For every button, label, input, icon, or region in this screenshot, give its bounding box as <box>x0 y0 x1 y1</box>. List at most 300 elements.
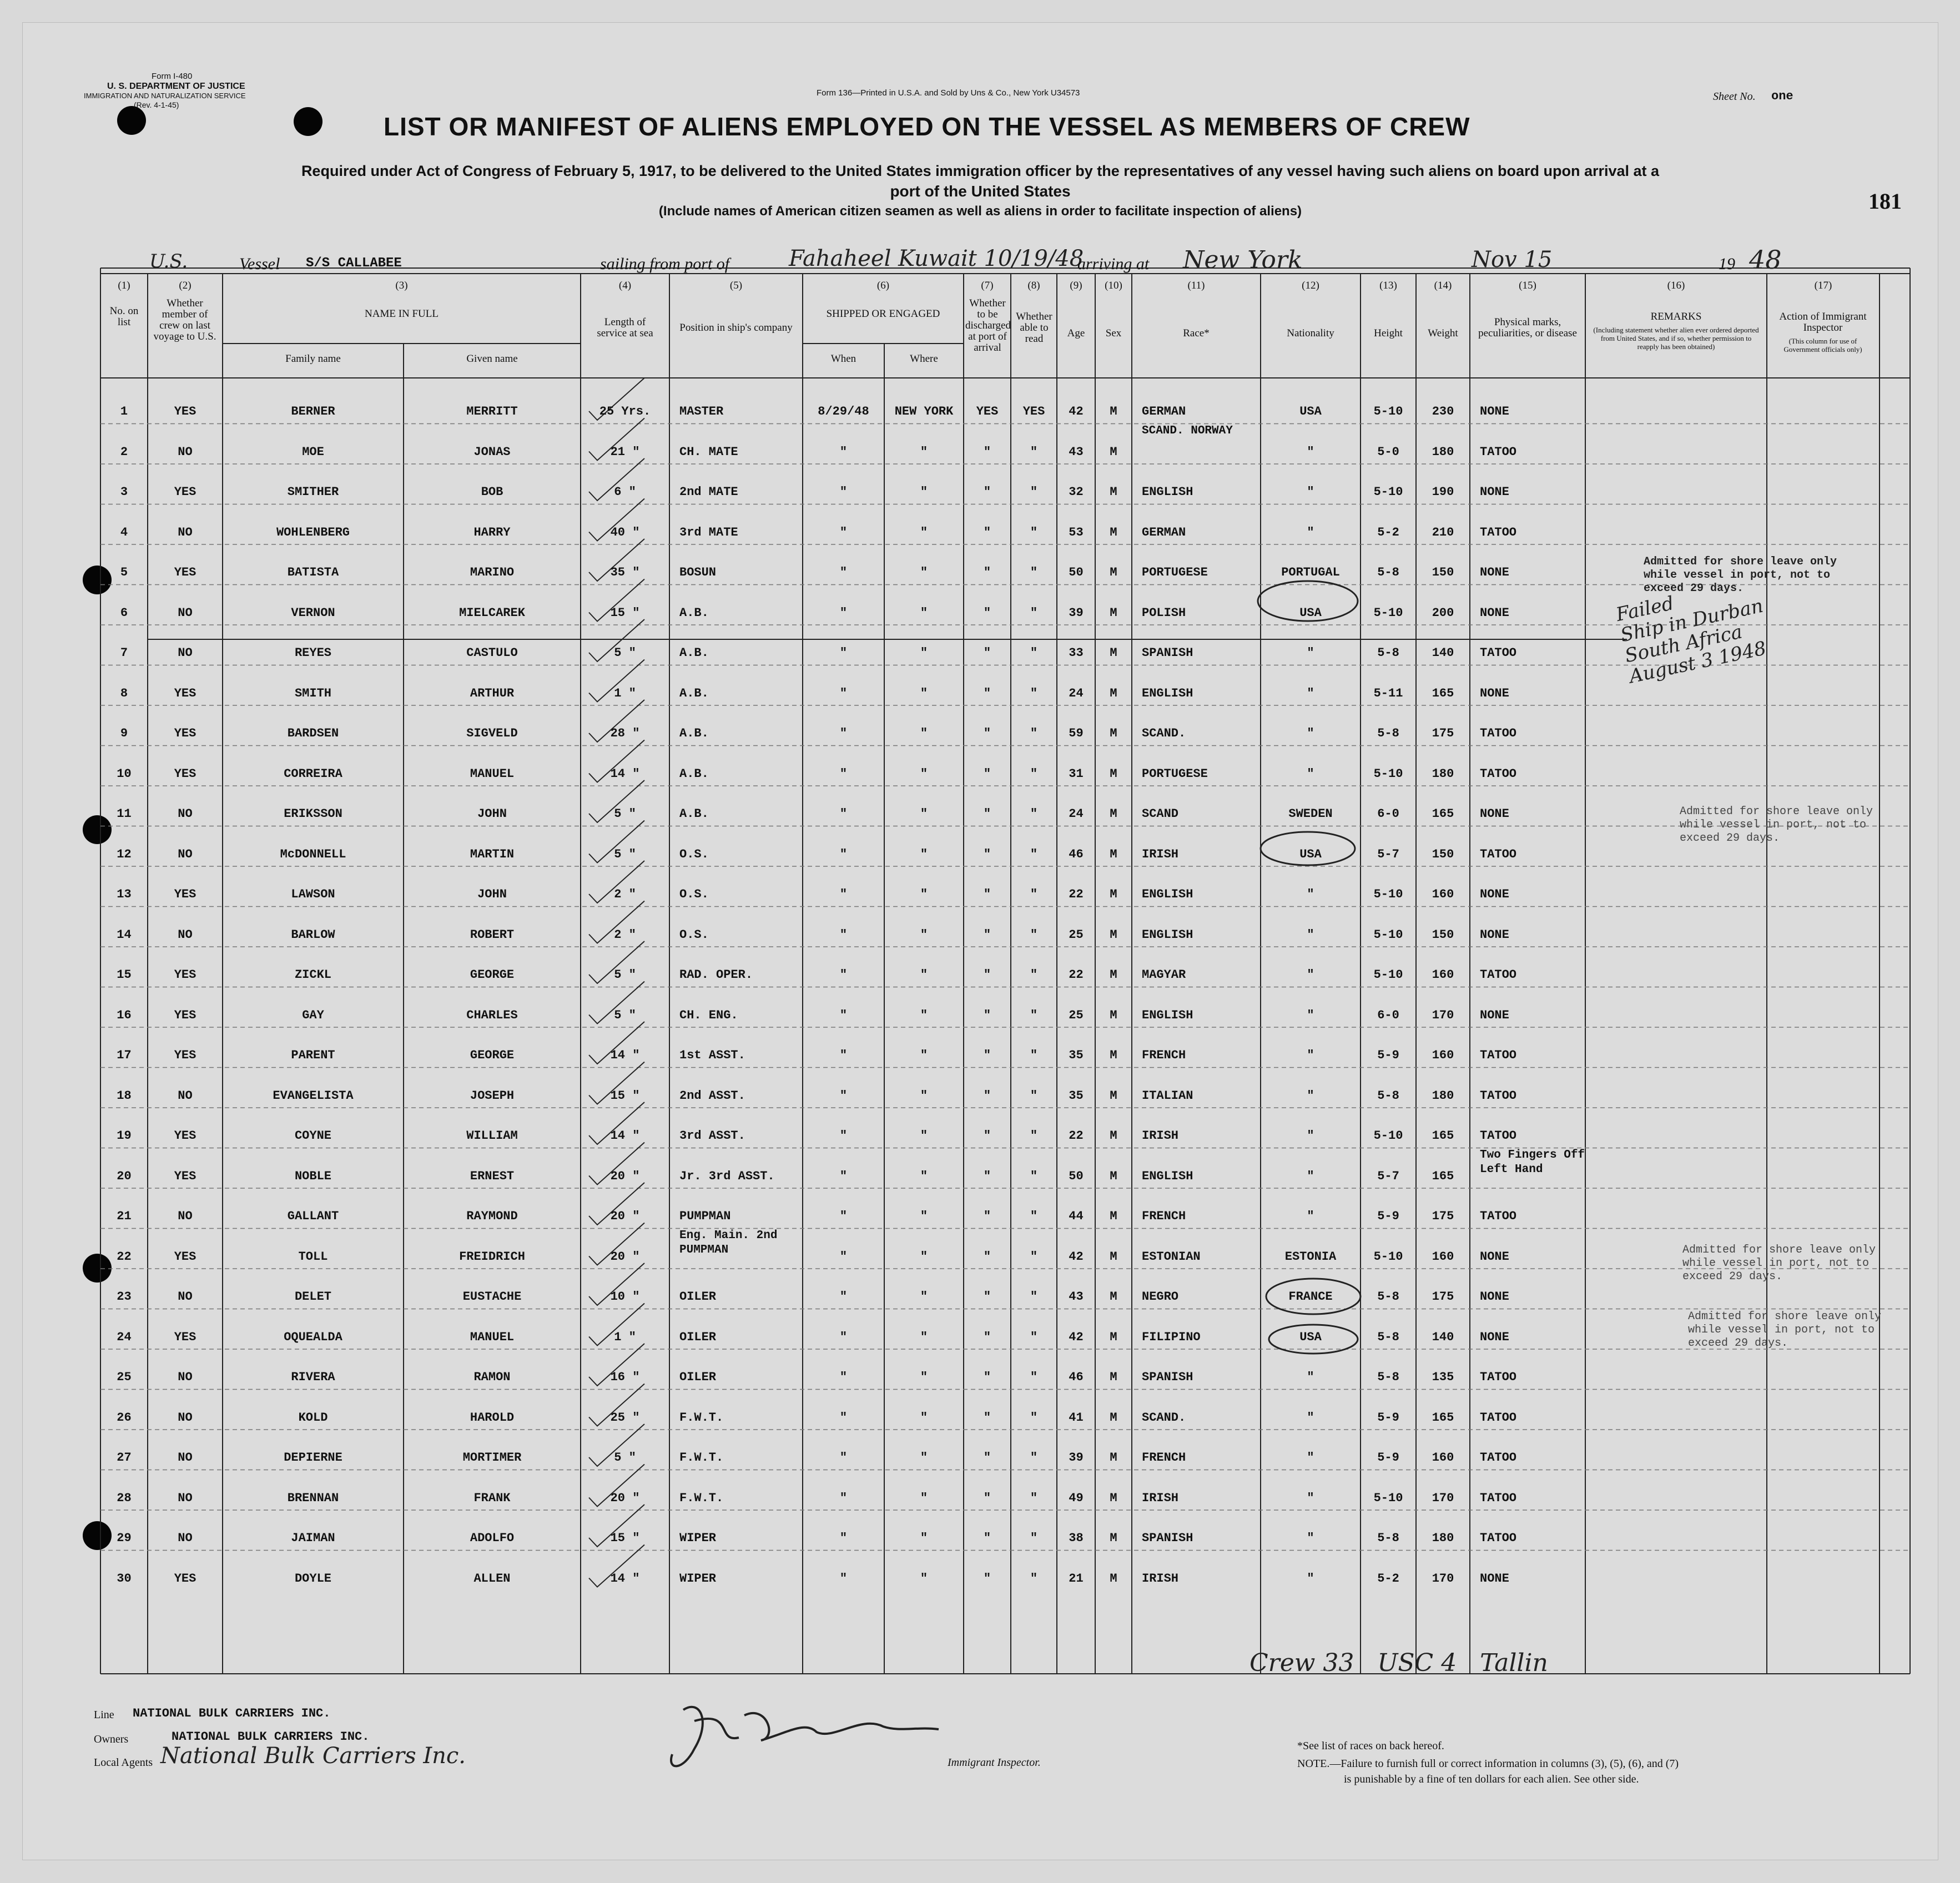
col-num-5: (5) <box>729 280 743 291</box>
col-num-12: (12) <box>1302 280 1319 291</box>
inspector-label: Immigrant Inspector. <box>948 1756 1041 1769</box>
footer-note-2: is punishable by a fine of ten dollars for each alien. See other side. <box>1344 1773 1639 1785</box>
table-row <box>23 424 1910 465</box>
cell-given-name: JOSEPH <box>470 1088 515 1103</box>
cell-weight: 175 <box>1432 1290 1454 1304</box>
cell-age: 39 <box>1069 1451 1084 1465</box>
cell-nationality: " <box>1307 1169 1314 1183</box>
cell-physical-marks: NONE <box>1480 887 1509 901</box>
cell-race: SCAND <box>1142 807 1179 821</box>
cell-service-length: 5 " <box>614 968 636 982</box>
cell-family-name: BRENNAN <box>287 1491 339 1505</box>
cell-row-number: 30 <box>117 1571 132 1586</box>
cell-age: 42 <box>1069 1249 1084 1264</box>
cell-nationality: SWEDEN <box>1288 807 1333 821</box>
cell-discharged-flag: " <box>983 968 991 982</box>
cell-discharged-flag: " <box>983 927 991 942</box>
cell-read-flag: " <box>1030 1209 1038 1223</box>
header-shipped-engaged: SHIPPED OR ENGAGED <box>826 308 940 320</box>
cell-service-length: 20 " <box>610 1209 640 1223</box>
cell-shipped-when: " <box>839 686 848 700</box>
cell-given-name: MANUEL <box>470 1330 515 1344</box>
cell-discharged-flag: " <box>983 807 991 821</box>
cell-shipped-when: " <box>839 1370 848 1384</box>
cell-shipped-when: " <box>839 525 848 539</box>
cell-member-flag: YES <box>174 1571 196 1586</box>
cell-nationality: " <box>1307 1129 1314 1143</box>
cell-sex: M <box>1110 726 1117 740</box>
cell-weight: 170 <box>1432 1008 1454 1022</box>
cell-race: PORTUGESE <box>1142 766 1208 781</box>
header-action-note: (This column for use of Government officials only) <box>1783 337 1862 354</box>
cell-read-flag: " <box>1030 1290 1038 1304</box>
cell-shipped-where: " <box>920 566 928 579</box>
cell-nationality: " <box>1307 1008 1314 1022</box>
cell-weight: 140 <box>1432 1330 1454 1344</box>
cell-race: FRENCH <box>1142 1451 1186 1465</box>
cell-member-flag: NO <box>178 525 193 539</box>
cell-discharged-flag: " <box>983 605 991 620</box>
cell-age: 50 <box>1069 566 1084 579</box>
cell-height: 5-8 <box>1377 1370 1399 1384</box>
cell-nationality: " <box>1307 1571 1314 1586</box>
cell-physical-marks: TATOO <box>1480 1491 1517 1505</box>
cell-sex: M <box>1110 1531 1117 1545</box>
cell-row-number: 1 <box>120 405 128 418</box>
cell-nationality: " <box>1307 1451 1314 1465</box>
cell-sex: M <box>1110 525 1117 539</box>
cell-family-name: DOYLE <box>294 1571 331 1586</box>
cell-row-number: 29 <box>117 1531 132 1545</box>
cell-member-flag: YES <box>174 968 196 982</box>
cell-service-length: 21 " <box>610 445 640 459</box>
cell-shipped-where: " <box>920 1571 928 1586</box>
cell-family-name: McDONNELL <box>280 847 346 861</box>
table-row <box>23 1188 1910 1229</box>
cell-weight: 210 <box>1432 525 1454 539</box>
cell-read-flag: " <box>1030 1008 1038 1022</box>
cell-weight: 160 <box>1432 887 1454 901</box>
cell-given-name: SIGVELD <box>466 726 518 740</box>
remarks-stamp: Admitted for shore leave only while vessel in port, not to exceed 29 days. <box>1688 1310 1882 1350</box>
cell-row-number: 15 <box>117 968 132 982</box>
cell-family-name: ERIKSSON <box>284 807 342 821</box>
col-num-11: (11) <box>1187 280 1205 291</box>
cell-height: 5-8 <box>1377 726 1399 740</box>
cell-read-flag: " <box>1030 1451 1038 1465</box>
cell-read-flag: " <box>1030 525 1038 539</box>
cell-read-flag: " <box>1030 1370 1038 1384</box>
cell-position: A.B. <box>679 605 709 620</box>
sailing-label: sailing from port of <box>600 255 730 273</box>
header-family-name: Family name <box>285 353 341 365</box>
cell-service-length: 28 " <box>610 726 640 740</box>
cell-sex: M <box>1110 927 1117 942</box>
cell-read-flag: " <box>1030 605 1038 620</box>
header-nationality: Nationality <box>1287 327 1334 339</box>
cell-nationality: " <box>1307 686 1314 700</box>
cell-discharged-flag: " <box>983 726 991 740</box>
cell-weight: 165 <box>1432 807 1454 821</box>
cell-position: 3rd MATE <box>679 525 738 539</box>
cell-age: 25 <box>1069 1008 1084 1022</box>
cell-shipped-where: " <box>920 646 928 660</box>
cell-family-name: SMITH <box>294 686 331 700</box>
cell-given-name: ADOLFO <box>470 1531 515 1545</box>
header-given-name: Given name <box>466 353 518 365</box>
cell-age: 24 <box>1069 807 1084 821</box>
cell-service-length: 15 " <box>610 1088 640 1103</box>
cell-physical-marks: Two Fingers Off Left Hand <box>1480 1148 1585 1176</box>
cell-weight: 230 <box>1432 405 1454 418</box>
cell-given-name: EUSTACHE <box>462 1290 522 1304</box>
cell-service-length: 20 " <box>610 1491 640 1505</box>
cell-discharged-flag: " <box>983 646 991 660</box>
cell-physical-marks: TATOO <box>1480 1088 1517 1103</box>
cell-row-number: 5 <box>120 566 128 579</box>
cell-race: ENGLISH <box>1142 1008 1193 1022</box>
cell-physical-marks: TATOO <box>1480 1048 1517 1062</box>
cell-nationality: ESTONIA <box>1284 1249 1337 1264</box>
cell-race: SPANISH <box>1142 1531 1193 1545</box>
cell-shipped-when: " <box>839 887 848 901</box>
cell-read-flag: " <box>1030 1491 1038 1505</box>
cell-physical-marks: NONE <box>1480 1290 1509 1304</box>
cell-weight: 180 <box>1432 766 1454 781</box>
cell-service-length: 14 " <box>610 1571 640 1586</box>
cell-shipped-when: " <box>839 646 848 660</box>
cell-service-length: 5 " <box>614 646 636 660</box>
cell-weight: 150 <box>1432 566 1454 579</box>
cell-height: 5-10 <box>1373 1249 1403 1264</box>
col-num-15: (15) <box>1519 280 1536 291</box>
cell-row-number: 18 <box>117 1088 132 1103</box>
cell-race: MAGYAR <box>1142 968 1186 982</box>
cell-member-flag: NO <box>178 1491 193 1505</box>
cell-shipped-where: " <box>920 1410 928 1425</box>
header-remarks: REMARKS <box>1650 311 1702 322</box>
cell-sex: M <box>1110 847 1117 861</box>
cell-position: CH. MATE <box>679 445 738 459</box>
cell-position: 2nd MATE <box>679 485 738 499</box>
cell-sex: M <box>1110 1290 1117 1304</box>
cell-height: 5-10 <box>1373 927 1403 942</box>
cell-read-flag: " <box>1030 1531 1038 1545</box>
cell-family-name: RIVERA <box>291 1370 335 1384</box>
cell-sex: M <box>1110 1451 1117 1465</box>
cell-physical-marks: NONE <box>1480 1571 1509 1586</box>
cell-age: 24 <box>1069 686 1084 700</box>
cell-age: 31 <box>1069 766 1084 781</box>
cell-position: RAD. OPER. <box>679 968 753 982</box>
cell-age: 59 <box>1069 726 1084 740</box>
subtitle-port: port of the United States <box>890 183 1071 200</box>
cell-shipped-when: " <box>839 605 848 620</box>
cell-shipped-where: " <box>920 1290 928 1304</box>
cell-position: 2nd ASST. <box>679 1088 745 1103</box>
cell-position: MASTER <box>679 405 724 418</box>
cell-discharged-flag: " <box>983 887 991 901</box>
cell-weight: 170 <box>1432 1491 1454 1505</box>
cell-shipped-when: " <box>839 1451 848 1465</box>
cell-weight: 180 <box>1432 1531 1454 1545</box>
table-row <box>23 464 1910 504</box>
cell-discharged-flag: " <box>983 485 991 499</box>
cell-weight: 150 <box>1432 927 1454 942</box>
cell-family-name: TOLL <box>298 1249 328 1264</box>
cell-shipped-where: " <box>920 766 928 781</box>
cell-discharged-flag: " <box>983 1088 991 1103</box>
cell-family-name: BARLOW <box>291 927 335 942</box>
cell-given-name: RAMON <box>473 1370 511 1384</box>
cell-given-name: FRANK <box>473 1491 511 1505</box>
cell-weight: 140 <box>1432 646 1454 660</box>
table-row <box>23 746 1910 786</box>
footer-note-1: NOTE.—Failure to furnish full or correct information in columns (3), (5), (6), and (7) <box>1297 1758 1679 1770</box>
cell-member-flag: NO <box>178 807 193 821</box>
cell-shipped-where: " <box>920 1209 928 1223</box>
cell-height: 5-11 <box>1373 686 1403 700</box>
cell-sex: M <box>1110 1571 1117 1586</box>
table-row <box>23 1027 1910 1068</box>
cell-age: 22 <box>1069 968 1084 982</box>
cell-height: 5-9 <box>1377 1410 1399 1425</box>
cell-read-flag: " <box>1030 1129 1038 1143</box>
cell-member-flag: YES <box>174 726 196 740</box>
cell-service-length: 1 " <box>614 1330 636 1344</box>
cell-family-name: NOBLE <box>294 1169 331 1183</box>
cell-service-length: 5 " <box>614 807 636 821</box>
cell-weight: 165 <box>1432 1129 1454 1143</box>
cell-given-name: HAROLD <box>470 1410 515 1425</box>
cell-sex: M <box>1110 405 1117 418</box>
cell-read-flag: " <box>1030 1088 1038 1103</box>
cell-member-flag: YES <box>174 1048 196 1062</box>
cell-service-length: 5 " <box>614 847 636 861</box>
header-remarks-note: (Including statement whether alien ever ordered deported from United States, and if so, whether permission to reapply has been obtained) <box>1593 326 1759 351</box>
cell-discharged-flag: " <box>983 1048 991 1062</box>
cell-height: 5-8 <box>1377 1531 1399 1545</box>
cell-shipped-where: " <box>920 1491 928 1505</box>
cell-row-number: 23 <box>117 1290 132 1304</box>
cell-row-number: 9 <box>120 726 128 740</box>
cell-race: IRISH <box>1142 1129 1179 1143</box>
cell-family-name: LAWSON <box>291 887 335 901</box>
cell-discharged-flag: " <box>983 1491 991 1505</box>
arriving-label: arriving at <box>1077 255 1150 273</box>
cell-race: SPANISH <box>1142 646 1193 660</box>
cell-race: ENGLISH <box>1142 686 1193 700</box>
cell-discharged-flag: " <box>983 1209 991 1223</box>
cell-age: 41 <box>1069 1410 1084 1425</box>
cell-position: 3rd ASST. <box>679 1129 745 1143</box>
cell-shipped-when: " <box>839 1209 848 1223</box>
cell-physical-marks: NONE <box>1480 405 1509 418</box>
cell-service-length: 25 Yrs. <box>599 405 651 418</box>
cell-member-flag: NO <box>178 445 193 459</box>
cell-row-number: 25 <box>117 1370 132 1384</box>
cell-physical-marks: TATOO <box>1480 445 1517 459</box>
table-row <box>23 1068 1910 1108</box>
col-num-4: (4) <box>618 280 632 291</box>
cell-weight: 175 <box>1432 726 1454 740</box>
cell-discharged-flag: " <box>983 566 991 579</box>
cell-physical-marks: NONE <box>1480 1008 1509 1022</box>
cell-nationality: USA <box>1299 847 1322 861</box>
cell-height: 5-10 <box>1373 887 1403 901</box>
cell-physical-marks: NONE <box>1480 1330 1509 1344</box>
cell-discharged-flag: " <box>983 1531 991 1545</box>
cell-age: 50 <box>1069 1169 1084 1183</box>
from-port: Fahaheel Kuwait 10/19/48 <box>789 246 1084 271</box>
printer-line: Form 136—Printed in U.S.A. and Sold by Uns & Co., New York U34573 <box>817 88 1080 98</box>
cell-sex: M <box>1110 1370 1117 1384</box>
cell-family-name: OQUEALDA <box>284 1330 342 1344</box>
cell-position: Eng. Main. 2nd PUMPMAN <box>679 1229 778 1256</box>
cell-read-flag: " <box>1030 847 1038 861</box>
cell-member-flag: YES <box>174 766 196 781</box>
cell-read-flag: " <box>1030 686 1038 700</box>
cell-family-name: GALLANT <box>287 1209 339 1223</box>
cell-height: 5-8 <box>1377 1088 1399 1103</box>
cell-service-length: 14 " <box>610 1048 640 1062</box>
cell-discharged-flag: YES <box>976 405 999 418</box>
cell-shipped-when: " <box>839 726 848 740</box>
cell-age: 43 <box>1069 445 1084 459</box>
cell-race: GERMAN <box>1142 405 1186 418</box>
cell-nationality: " <box>1307 1370 1314 1384</box>
cell-age: 49 <box>1069 1491 1084 1505</box>
cell-weight: 175 <box>1432 1209 1454 1223</box>
service: IMMIGRATION AND NATURALIZATION SERVICE <box>84 92 246 100</box>
cell-height: 5-10 <box>1373 968 1403 982</box>
cell-read-flag: " <box>1030 726 1038 740</box>
cell-sex: M <box>1110 605 1117 620</box>
cell-family-name: JAIMAN <box>291 1531 335 1545</box>
voyage-prefix: U.S. <box>149 250 188 272</box>
manifest-title: LIST OR MANIFEST OF ALIENS EMPLOYED ON THE VESSEL AS MEMBERS OF CREW <box>384 112 1470 141</box>
cell-shipped-when: " <box>839 968 848 982</box>
cell-row-number: 14 <box>117 927 132 942</box>
col-num-17: (17) <box>1814 280 1832 291</box>
cell-height: 5-7 <box>1377 1169 1399 1183</box>
cell-nationality: " <box>1307 525 1314 539</box>
cell-weight: 160 <box>1432 1249 1454 1264</box>
cell-race: POLISH <box>1142 605 1186 620</box>
cell-position: 1st ASST. <box>679 1048 745 1062</box>
cell-sex: M <box>1110 566 1117 579</box>
cell-physical-marks: NONE <box>1480 566 1509 579</box>
cell-height: 5-2 <box>1377 1571 1399 1586</box>
failed-note: Failed Ship in Durban South Africa August 3 1948 <box>1614 592 1768 688</box>
cell-read-flag: " <box>1030 445 1038 459</box>
cell-family-name: GAY <box>302 1008 324 1022</box>
cell-sex: M <box>1110 1088 1117 1103</box>
cell-member-flag: NO <box>178 927 193 942</box>
cell-given-name: MANUEL <box>470 766 515 781</box>
cell-given-name: ROBERT <box>470 927 515 942</box>
cell-discharged-flag: " <box>983 1290 991 1304</box>
header-physical-marks: Physical marks, peculiarities, or disease <box>1478 316 1577 339</box>
cell-given-name: GEORGE <box>470 968 515 982</box>
cell-race: FRENCH <box>1142 1209 1186 1223</box>
cell-physical-marks: TATOO <box>1480 1209 1517 1223</box>
cell-position: OILER <box>679 1370 717 1384</box>
table-row <box>23 383 1910 424</box>
cell-nationality: " <box>1307 646 1314 660</box>
cell-weight: 160 <box>1432 1048 1454 1062</box>
cell-nationality: " <box>1307 927 1314 942</box>
cell-service-length: 14 " <box>610 1129 640 1143</box>
cell-row-number: 13 <box>117 887 132 901</box>
cell-height: 5-10 <box>1373 485 1403 499</box>
cell-shipped-where: " <box>920 847 928 861</box>
table-row <box>23 1269 1910 1309</box>
cell-shipped-where: " <box>920 1531 928 1545</box>
cell-given-name: MARINO <box>470 566 515 579</box>
cell-height: 5-10 <box>1373 766 1403 781</box>
cell-race: ENGLISH <box>1142 927 1193 942</box>
cell-weight: 180 <box>1432 445 1454 459</box>
cell-member-flag: NO <box>178 1088 193 1103</box>
cell-nationality: USA <box>1299 605 1322 620</box>
header-discharged: Whether to be discharged at port of arrival <box>965 297 1011 354</box>
cell-shipped-where: " <box>920 1129 928 1143</box>
cell-race: ENGLISH <box>1142 1169 1193 1183</box>
cell-service-length: 40 " <box>610 525 640 539</box>
cell-age: 42 <box>1069 1330 1084 1344</box>
header-action: Action of Immigrant Inspector <box>1779 311 1867 334</box>
cell-shipped-when: " <box>839 1330 848 1344</box>
cell-race: SCAND. NORWAY <box>1142 424 1233 437</box>
cell-race: ESTONIAN <box>1142 1249 1201 1264</box>
race-note: *See list of races on back hereof. <box>1297 1740 1444 1752</box>
cell-given-name: GEORGE <box>470 1048 515 1062</box>
cell-nationality: " <box>1307 766 1314 781</box>
cell-race: ENGLISH <box>1142 485 1193 499</box>
cell-shipped-where: " <box>920 1451 928 1465</box>
cell-age: 22 <box>1069 1129 1084 1143</box>
cell-given-name: BOB <box>481 485 503 499</box>
cell-discharged-flag: " <box>983 1370 991 1384</box>
cell-sex: M <box>1110 1169 1117 1183</box>
cell-discharged-flag: " <box>983 686 991 700</box>
cell-discharged-flag: " <box>983 1451 991 1465</box>
cell-nationality: USA <box>1299 1330 1322 1344</box>
cell-service-length: 15 " <box>610 605 640 620</box>
cell-discharged-flag: " <box>983 1330 991 1344</box>
cell-height: 5-8 <box>1377 646 1399 660</box>
col-num-8: (8) <box>1027 280 1040 291</box>
line-label: Line <box>94 1709 114 1721</box>
cell-physical-marks: TATOO <box>1480 1451 1517 1465</box>
cell-height: 5-0 <box>1377 445 1399 459</box>
vessel-label: Vessel <box>239 255 280 273</box>
cell-shipped-when: " <box>839 766 848 781</box>
col-num-9: (9) <box>1070 280 1082 291</box>
cell-shipped-where: " <box>920 1048 928 1062</box>
table-row <box>23 1390 1910 1430</box>
cell-family-name: MOE <box>302 445 324 459</box>
cell-member-flag: NO <box>178 847 193 861</box>
cell-row-number: 2 <box>120 445 128 459</box>
cell-nationality: " <box>1307 445 1314 459</box>
cell-discharged-flag: " <box>983 1571 991 1586</box>
cell-position: OILER <box>679 1290 717 1304</box>
header-length-service: Length of service at sea <box>597 316 653 339</box>
cell-physical-marks: TATOO <box>1480 1410 1517 1425</box>
cell-sex: M <box>1110 646 1117 660</box>
